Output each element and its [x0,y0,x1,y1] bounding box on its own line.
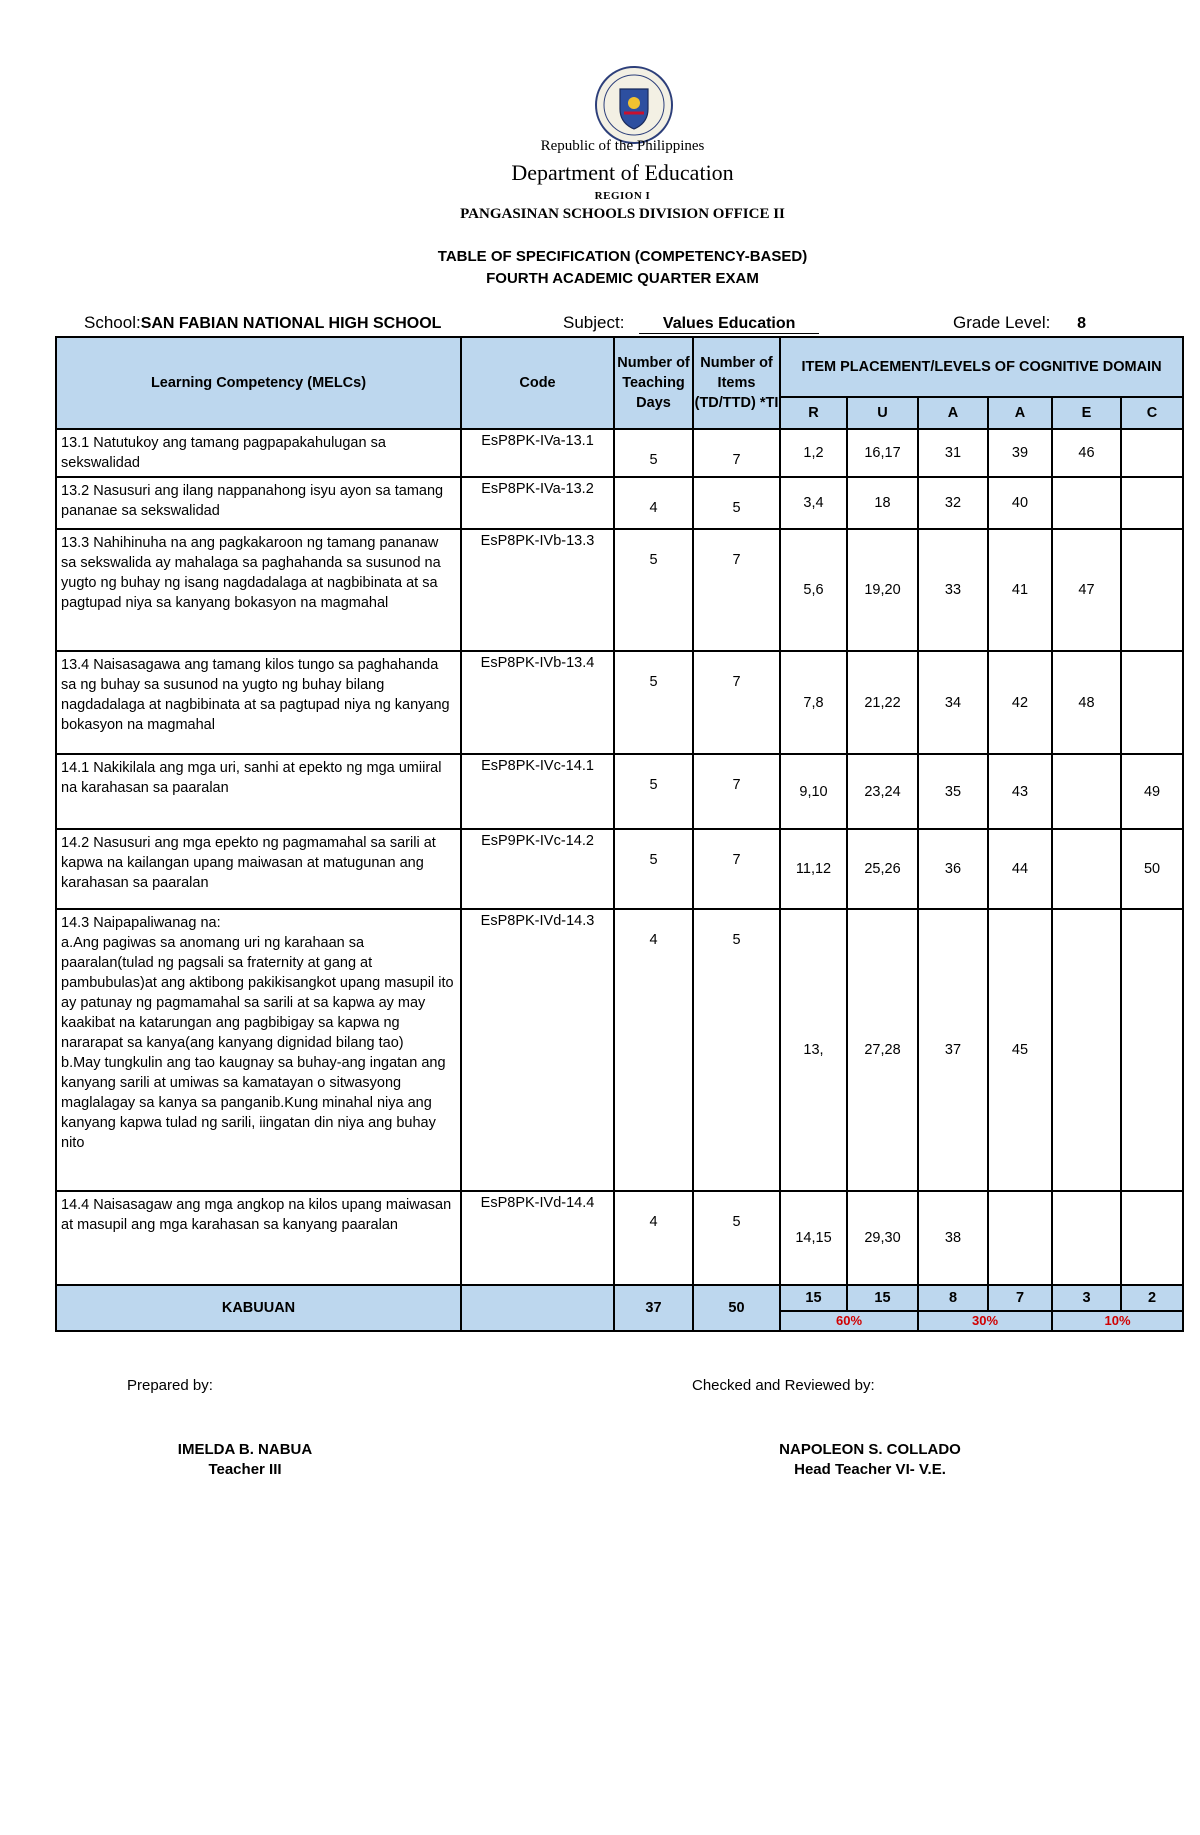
percent-average: 30% [918,1311,1052,1331]
division-line: PANGASINAN SCHOOLS DIVISION OFFICE II [460,206,785,222]
table-row [56,829,1183,909]
level-u-cell: 19,20 [847,529,918,651]
header-level-e: E [1052,397,1121,429]
subject-label: Subject: [563,313,625,332]
code-cell: EsP8PK-IVb-13.4 [461,651,614,754]
school-value: SAN FABIAN NATIONAL HIGH SCHOOL [140,315,442,332]
prepared-by-label: Prepared by: [127,1377,213,1394]
reviewer-name: NAPOLEON S. COLLADO [779,1441,961,1458]
level-r-cell: 7,8 [780,651,847,754]
competency-cell: 14.3 Naipapaliwanag na: a.Ang pagiwas sa anomang uri ng karahaan sa paaralan(tulad ng pagsali sa fraternity at gang at pambubulas)at ang aktibong pakikisangkot upang masupil ito ay patunay ng pagmamahal sa sarili at sa kapwa ay may kaakibat na katarungan ang pagbibigay sa kapwa ng nararapat sa kanya(ang kanyang dignidad bilang tao) b.May tungkulin ang tao kaugnay sa buhay-ang ingatan ang kanyang sarili at umiwas sa kamatayan o sitwasyong maglalagay sa kanya sa panganib.Kung minahal niya ang kanyang kapwa tulad ng sarili, iingatan din niya ang buhay nito [56,909,461,1191]
tos-body [56,429,1183,1285]
competency-cell: 14.1 Nakikilala ang mga uri, sanhi at epekto ng mga umiiral na karahasan sa paaralan [56,754,461,829]
level-c-cell [1121,1191,1183,1285]
number-of-items-cell: 5 [693,909,780,1191]
level-a2-cell: 39 [988,429,1052,477]
level-c-cell [1121,477,1183,529]
level-r-cell: 13, [780,909,847,1191]
table-row [56,477,1183,529]
competency-cell: 13.3 Nahihinuha na ang pagkakaroon ng tamang pananaw sa sekswalida ay mahalaga sa paghahanda sa susunod na yugto ng buhay ng isang nagdadalaga at nagbibinata at sa pagtupad niya sa kanyang bokasyon na magmahal [56,529,461,651]
document-title: TABLE OF SPECIFICATION (COMPETENCY-BASED) [437,248,808,265]
table-row [56,909,1183,1191]
header-level-a2: A [988,397,1052,429]
level-c-cell [1121,429,1183,477]
level-u-cell: 21,22 [847,651,918,754]
level-a2-cell: 44 [988,829,1052,909]
level-c-cell: 49 [1121,754,1183,829]
header-level-r: R [780,397,847,429]
level-r-cell: 9,10 [780,754,847,829]
school-label: School: [84,313,141,332]
competency-cell: 13.4 Naisasagawa ang tamang kilos tungo sa paghahanda sa ng buhay sa susunod na yugto ng buhay bilang nagdadalaga at nagbibinata at sa pagtupad niya ng kanyang bokasyon na magmahal [56,651,461,754]
level-e-cell: 47 [1052,529,1121,651]
code-cell: EsP8PK-IVd-14.3 [461,909,614,1191]
code-cell: EsP8PK-IVa-13.2 [461,477,614,529]
header-teaching-days: Number of Teaching Days [614,337,693,429]
level-r-cell: 5,6 [780,529,847,651]
total-level-a1: 8 [918,1285,988,1311]
header-level-c: C [1121,397,1183,429]
total-level-a2: 7 [988,1285,1052,1311]
level-a1-cell: 33 [918,529,988,651]
header-item-placement: ITEM PLACEMENT/LEVELS OF COGNITIVE DOMAIN [780,337,1183,397]
level-r-cell: 14,15 [780,1191,847,1285]
level-e-cell [1052,829,1121,909]
level-e-cell [1052,477,1121,529]
teaching-days-cell: 4 [614,909,693,1191]
grade-value: 8 [1077,315,1086,332]
percent-easy: 60% [780,1311,918,1331]
region-line: REGION I [594,190,651,202]
total-items: 50 [693,1285,780,1331]
table-row [56,529,1183,651]
level-e-cell [1052,909,1121,1191]
number-of-items-cell: 7 [693,651,780,754]
level-a1-cell: 36 [918,829,988,909]
teaching-days-cell: 4 [614,477,693,529]
preparer-name: IMELDA B. NABUA [177,1441,313,1458]
level-c-cell [1121,651,1183,754]
table-row [56,429,1183,477]
code-cell: EsP8PK-IVa-13.1 [461,429,614,477]
teaching-days-cell: 4 [614,1191,693,1285]
level-r-cell: 3,4 [780,477,847,529]
code-cell: EsP8PK-IVd-14.4 [461,1191,614,1285]
table-row [56,1191,1183,1285]
exam-title: FOURTH ACADEMIC QUARTER EXAM [486,270,759,287]
level-c-cell [1121,909,1183,1191]
level-a2-cell [988,1191,1052,1285]
competency-cell: 14.4 Naisasagaw ang mga angkop na kilos upang maiwasan at masupil ang mga karahasan sa kanyang paaralan [56,1191,461,1285]
number-of-items-cell: 7 [693,429,780,477]
level-e-cell [1052,1191,1121,1285]
checked-by-label: Checked and Reviewed by: [692,1377,875,1394]
teaching-days-cell: 5 [614,651,693,754]
total-level-r: 15 [780,1285,847,1311]
total-code-empty [461,1285,614,1331]
level-u-cell: 16,17 [847,429,918,477]
code-cell: EsP8PK-IVb-13.3 [461,529,614,651]
level-r-cell: 11,12 [780,829,847,909]
number-of-items-cell: 5 [693,477,780,529]
preparer-title: Teacher III [208,1461,282,1478]
total-days: 37 [614,1285,693,1331]
table-row [56,754,1183,829]
competency-cell: 14.2 Nasusuri ang mga epekto ng pagmamahal sa sarili at kapwa na kailangan upang maiwasan at matugunan ang karahasan sa paaralan [56,829,461,909]
code-cell: EsP9PK-IVc-14.2 [461,829,614,909]
grade-label: Grade Level: [953,313,1051,332]
number-of-items-cell: 5 [693,1191,780,1285]
total-level-c: 2 [1121,1285,1183,1311]
level-a1-cell: 34 [918,651,988,754]
code-cell: EsP8PK-IVc-14.1 [461,754,614,829]
level-e-cell: 46 [1052,429,1121,477]
total-label: KABUUAN [56,1285,461,1331]
teaching-days-cell: 5 [614,429,693,477]
level-a2-cell: 41 [988,529,1052,651]
teaching-days-cell: 5 [614,754,693,829]
total-level-e: 3 [1052,1285,1121,1311]
level-a1-cell: 32 [918,477,988,529]
competency-cell: 13.2 Nasusuri ang ilang nappanahong isyu ayon sa tamang pananae sa sekswalidad [56,477,461,529]
header-code: Code [461,337,614,429]
level-a1-cell: 38 [918,1191,988,1285]
level-a1-cell: 31 [918,429,988,477]
teaching-days-cell: 5 [614,529,693,651]
republic-line: Republic of the Philippines [540,138,705,154]
percent-difficult: 10% [1052,1311,1183,1331]
teaching-days-cell: 5 [614,829,693,909]
level-u-cell: 18 [847,477,918,529]
total-level-u: 15 [847,1285,918,1311]
level-a2-cell: 40 [988,477,1052,529]
level-u-cell: 27,28 [847,909,918,1191]
department-line: Department of Education [511,160,734,185]
level-c-cell: 50 [1121,829,1183,909]
level-a1-cell: 37 [918,909,988,1191]
level-u-cell: 23,24 [847,754,918,829]
number-of-items-cell: 7 [693,829,780,909]
level-u-cell: 25,26 [847,829,918,909]
level-u-cell: 29,30 [847,1191,918,1285]
level-e-cell [1052,754,1121,829]
header-number-of-items: Number of Items (TD/TTD) *TI [693,337,780,429]
number-of-items-cell: 7 [693,529,780,651]
level-a2-cell: 42 [988,651,1052,754]
subject-value: Values Education [662,315,796,332]
table-row [56,651,1183,754]
competency-cell: 13.1 Natutukoy ang tamang pagpapakahulugan sa sekswalidad [56,429,461,477]
number-of-items-cell: 7 [693,754,780,829]
school-field [84,313,441,333]
level-a1-cell: 35 [918,754,988,829]
header-level-u: U [847,397,918,429]
deped-seal-icon [594,65,674,145]
header-level-a1: A [918,397,988,429]
header-competency: Learning Competency (MELCs) [56,337,461,429]
level-r-cell: 1,2 [780,429,847,477]
reviewer-title: Head Teacher VI- V.E. [794,1461,946,1478]
level-e-cell: 48 [1052,651,1121,754]
tos-table [55,336,1184,1332]
level-a2-cell: 43 [988,754,1052,829]
grade-field [953,313,1086,333]
level-a2-cell: 45 [988,909,1052,1191]
subject-field [563,313,819,334]
level-c-cell [1121,529,1183,651]
